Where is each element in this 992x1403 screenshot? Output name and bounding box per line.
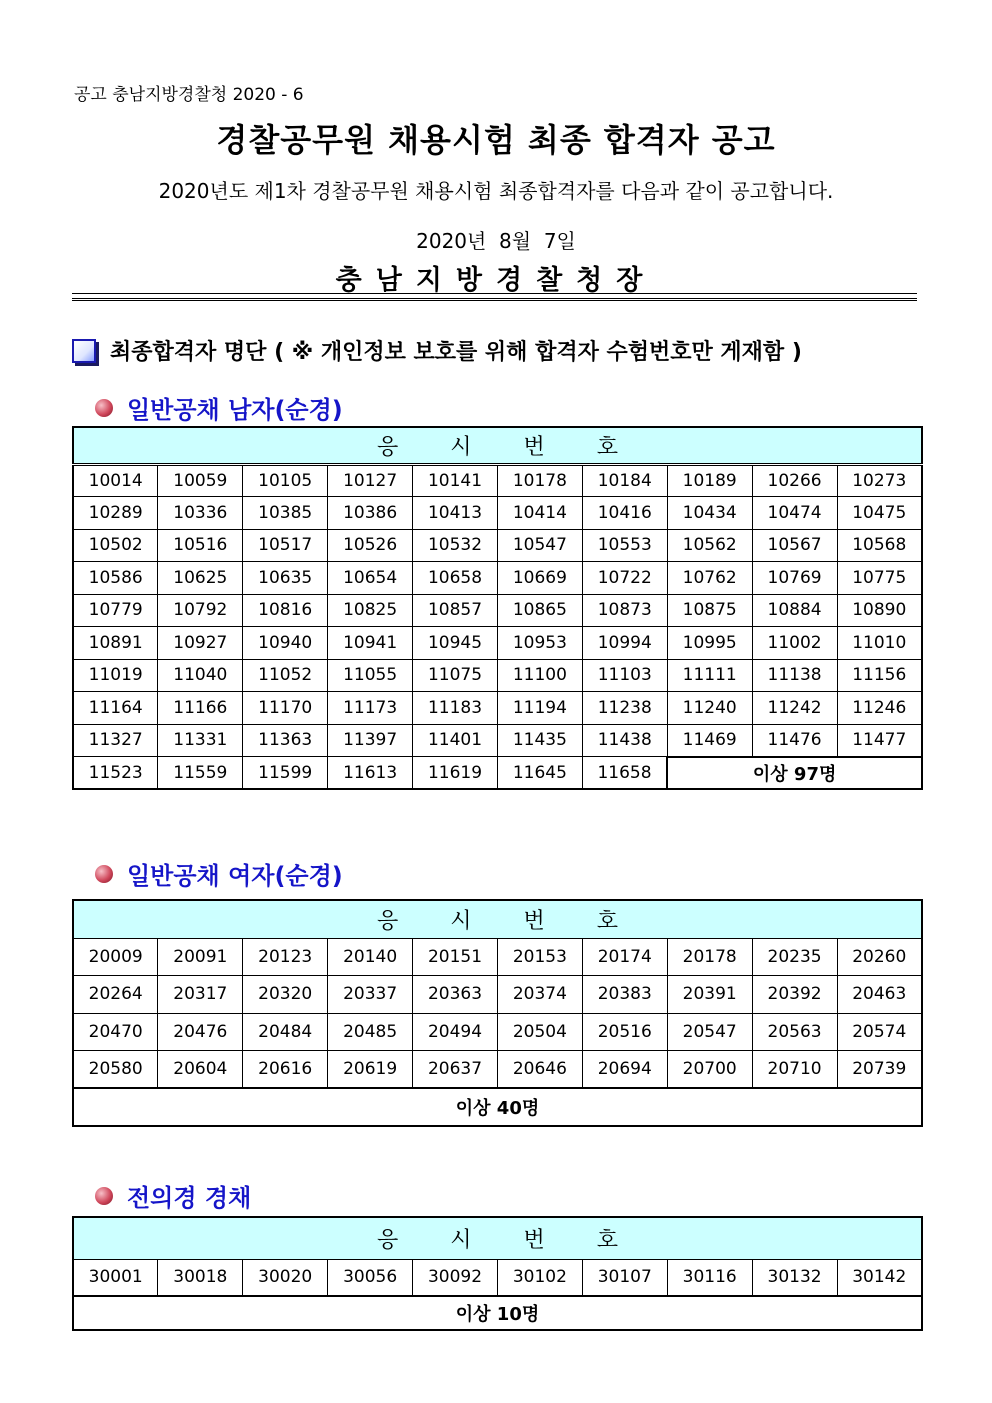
table-row <box>73 497 922 530</box>
exam-number-cell: 11469 <box>667 724 752 757</box>
exam-number-cell: 10434 <box>667 497 752 530</box>
exam-number-cell: 20317 <box>158 976 243 1014</box>
table-row <box>73 594 922 627</box>
table-row <box>73 976 922 1014</box>
exam-number-cell: 11164 <box>73 692 158 725</box>
exam-number-cell: 11055 <box>328 659 413 692</box>
exam-number-cell: 10127 <box>328 464 413 497</box>
exam-number-cell: 11363 <box>243 724 328 757</box>
exam-number-cell: 10178 <box>497 464 582 497</box>
exam-number-cell: 11438 <box>582 724 667 757</box>
exam-number-cell: 20574 <box>837 1013 922 1051</box>
table-row <box>73 938 922 976</box>
exam-number-cell: 10941 <box>328 627 413 660</box>
exam-number-cell: 10526 <box>328 529 413 562</box>
exam-number-cell: 30020 <box>243 1259 328 1296</box>
exam-number-cell: 11619 <box>413 757 498 790</box>
exam-number-cell: 11242 <box>752 692 837 725</box>
exam-number-cell: 20174 <box>582 938 667 976</box>
exam-number-cell: 11523 <box>73 757 158 790</box>
exam-number-cell: 10994 <box>582 627 667 660</box>
exam-number-cell: 20392 <box>752 976 837 1014</box>
exam-number-cell: 10475 <box>837 497 922 530</box>
table-row <box>73 1259 922 1296</box>
exam-number-cell: 20178 <box>667 938 752 976</box>
exam-number-cell: 11397 <box>328 724 413 757</box>
list-heading <box>72 335 802 366</box>
exam-number-cell: 10416 <box>582 497 667 530</box>
exam-number-cell: 11052 <box>243 659 328 692</box>
issuer: 충남지방경찰청장 <box>335 265 657 296</box>
exam-number-cell: 10857 <box>413 594 498 627</box>
total-count: 이상 10명 <box>73 1296 922 1330</box>
exam-number-cell: 20494 <box>413 1013 498 1051</box>
exam-number-cell: 20516 <box>582 1013 667 1051</box>
exam-number-cell: 11100 <box>497 659 582 692</box>
exam-number-cell: 11194 <box>497 692 582 725</box>
exam-number-cell: 30102 <box>497 1259 582 1296</box>
exam-number-cell: 10273 <box>837 464 922 497</box>
exam-number-cell: 11170 <box>243 692 328 725</box>
exam-number-cell: 10413 <box>413 497 498 530</box>
exam-number-cell: 10762 <box>667 562 752 595</box>
exam-number-cell: 11238 <box>582 692 667 725</box>
exam-number-cell: 10953 <box>497 627 582 660</box>
exam-number-cell: 10890 <box>837 594 922 627</box>
square-bullet-icon <box>72 339 96 363</box>
exam-number-cell: 10567 <box>752 529 837 562</box>
table-row <box>73 627 922 660</box>
exam-number-cell: 10891 <box>73 627 158 660</box>
exam-number-cell: 10532 <box>413 529 498 562</box>
exam-number-cell: 20009 <box>73 938 158 976</box>
exam-number-cell: 11645 <box>497 757 582 790</box>
exam-number-cell: 20140 <box>328 938 413 976</box>
exam-number-cell: 20646 <box>497 1051 582 1089</box>
exam-number-cell: 20374 <box>497 976 582 1014</box>
table-row <box>73 1013 922 1051</box>
exam-number-cell: 20337 <box>328 976 413 1014</box>
exam-number-cell: 30132 <box>752 1259 837 1296</box>
exam-number-cell: 20091 <box>158 938 243 976</box>
exam-number-cell: 10873 <box>582 594 667 627</box>
exam-number-cell: 11599 <box>243 757 328 790</box>
exam-number-cell: 20320 <box>243 976 328 1014</box>
exam-number-cell: 11138 <box>752 659 837 692</box>
column-header: 응시번호 <box>73 1217 922 1259</box>
table-row <box>73 724 922 757</box>
exam-number-cell: 10769 <box>752 562 837 595</box>
exam-number-cell: 10336 <box>158 497 243 530</box>
exam-number-cell: 11477 <box>837 724 922 757</box>
exam-number-cell: 11476 <box>752 724 837 757</box>
exam-number-cell: 11019 <box>73 659 158 692</box>
exam-number-cell: 11401 <box>413 724 498 757</box>
exam-number-cell: 10945 <box>413 627 498 660</box>
section-title-text: 일반공채 남자(순경) <box>127 396 343 424</box>
exam-number-cell: 30018 <box>158 1259 243 1296</box>
total-count: 이상 97명 <box>667 757 922 790</box>
exam-number-cell: 11435 <box>497 724 582 757</box>
exam-number-cell: 11327 <box>73 724 158 757</box>
exam-number-cell: 20700 <box>667 1051 752 1089</box>
exam-number-cell: 11173 <box>328 692 413 725</box>
exam-number-cell: 10940 <box>243 627 328 660</box>
table-row <box>73 1051 922 1089</box>
exam-number-cell: 10059 <box>158 464 243 497</box>
table-row <box>73 659 922 692</box>
exam-number-cell: 10385 <box>243 497 328 530</box>
exam-number-cell: 20264 <box>73 976 158 1014</box>
exam-number-cell: 20580 <box>73 1051 158 1089</box>
exam-number-cell: 10884 <box>752 594 837 627</box>
exam-number-cell: 20463 <box>837 976 922 1014</box>
exam-number-cell: 20619 <box>328 1051 413 1089</box>
exam-number-cell: 10669 <box>497 562 582 595</box>
exam-number-cell: 20547 <box>667 1013 752 1051</box>
exam-number-cell: 20260 <box>837 938 922 976</box>
notice-number: 공고 충남지방경찰청 2020 - 6 <box>74 85 304 105</box>
exam-number-cell: 10553 <box>582 529 667 562</box>
exam-number-cell: 30092 <box>413 1259 498 1296</box>
section-title-text: 전의경 경채 <box>127 1184 252 1212</box>
section-title-conscript <box>95 1178 251 1213</box>
exam-number-cell: 20637 <box>413 1051 498 1089</box>
exam-number-cell: 10722 <box>582 562 667 595</box>
exam-number-cell: 20153 <box>497 938 582 976</box>
column-header: 응시번호 <box>73 900 922 938</box>
exam-number-cell: 11240 <box>667 692 752 725</box>
table-row <box>73 529 922 562</box>
exam-number-cell: 30107 <box>582 1259 667 1296</box>
exam-number-cell: 11103 <box>582 659 667 692</box>
exam-number-cell: 10189 <box>667 464 752 497</box>
exam-number-cell: 30142 <box>837 1259 922 1296</box>
exam-number-cell: 30116 <box>667 1259 752 1296</box>
exam-number-cell: 10654 <box>328 562 413 595</box>
bullet-dot-icon <box>95 865 113 883</box>
exam-number-cell: 10625 <box>158 562 243 595</box>
intro-text: 2020년도 제1차 경찰공무원 채용시험 최종합격자를 다음과 같이 공고합니다. <box>158 179 834 203</box>
exam-number-cell: 20616 <box>243 1051 328 1089</box>
exam-number-cell: 20383 <box>582 976 667 1014</box>
exam-number-cell: 11331 <box>158 724 243 757</box>
section-title-text: 일반공채 여자(순경) <box>127 862 343 890</box>
section-title-male <box>95 390 343 425</box>
exam-number-cell: 11111 <box>667 659 752 692</box>
exam-number-cell: 10502 <box>73 529 158 562</box>
exam-number-cell: 11010 <box>837 627 922 660</box>
exam-number-cell: 10865 <box>497 594 582 627</box>
exam-number-cell: 10825 <box>328 594 413 627</box>
exam-number-cell: 10386 <box>328 497 413 530</box>
exam-number-cell: 10105 <box>243 464 328 497</box>
divider <box>72 300 917 301</box>
exam-number-cell: 20504 <box>497 1013 582 1051</box>
exam-number-cell: 10562 <box>667 529 752 562</box>
exam-number-cell: 10658 <box>413 562 498 595</box>
exam-number-cell: 11246 <box>837 692 922 725</box>
exam-number-cell: 10927 <box>158 627 243 660</box>
exam-number-cell: 20476 <box>158 1013 243 1051</box>
exam-number-cell: 20710 <box>752 1051 837 1089</box>
exam-number-cell: 30001 <box>73 1259 158 1296</box>
exam-number-cell: 20123 <box>243 938 328 976</box>
exam-number-cell: 10184 <box>582 464 667 497</box>
exam-number-cell: 20604 <box>158 1051 243 1089</box>
exam-number-cell: 10141 <box>413 464 498 497</box>
exam-number-cell: 10775 <box>837 562 922 595</box>
exam-number-cell: 10266 <box>752 464 837 497</box>
exam-number-cell: 11156 <box>837 659 922 692</box>
exam-number-cell: 10516 <box>158 529 243 562</box>
exam-number-cell: 20739 <box>837 1051 922 1089</box>
exam-number-cell: 10792 <box>158 594 243 627</box>
applicant-table-female <box>72 899 923 1127</box>
exam-number-cell: 11002 <box>752 627 837 660</box>
table-row <box>73 757 922 790</box>
exam-number-cell: 11613 <box>328 757 413 790</box>
page-title: 경찰공무원 채용시험 최종 합격자 공고 <box>216 121 776 159</box>
exam-number-cell: 10474 <box>752 497 837 530</box>
bullet-dot-icon <box>95 399 113 417</box>
exam-number-cell: 10517 <box>243 529 328 562</box>
exam-number-cell: 20485 <box>328 1013 413 1051</box>
exam-number-cell: 10014 <box>73 464 158 497</box>
exam-number-cell: 10816 <box>243 594 328 627</box>
exam-number-cell: 20363 <box>413 976 498 1014</box>
section-title-female <box>95 856 343 891</box>
exam-number-cell: 10414 <box>497 497 582 530</box>
exam-number-cell: 20563 <box>752 1013 837 1051</box>
total-count: 이상 40명 <box>73 1088 922 1126</box>
table-row <box>73 562 922 595</box>
exam-number-cell: 11075 <box>413 659 498 692</box>
table-row <box>73 464 922 497</box>
exam-number-cell: 20470 <box>73 1013 158 1051</box>
exam-number-cell: 11183 <box>413 692 498 725</box>
exam-number-cell: 10875 <box>667 594 752 627</box>
exam-number-cell: 11559 <box>158 757 243 790</box>
exam-number-cell: 11040 <box>158 659 243 692</box>
exam-number-cell: 10779 <box>73 594 158 627</box>
exam-number-cell: 20151 <box>413 938 498 976</box>
applicant-table-conscript <box>72 1216 923 1331</box>
list-heading-text: 최종합격자 명단 ( ※ 개인정보 보호를 위해 합격자 수험번호만 게재함 ) <box>110 340 802 365</box>
exam-number-cell: 10547 <box>497 529 582 562</box>
exam-number-cell: 30056 <box>328 1259 413 1296</box>
divider <box>72 293 917 299</box>
exam-number-cell: 11658 <box>582 757 667 790</box>
exam-number-cell: 11166 <box>158 692 243 725</box>
exam-number-cell: 10289 <box>73 497 158 530</box>
column-header: 응시번호 <box>73 427 922 464</box>
exam-number-cell: 10586 <box>73 562 158 595</box>
exam-number-cell: 20484 <box>243 1013 328 1051</box>
exam-number-cell: 20235 <box>752 938 837 976</box>
applicant-table-male <box>72 426 923 790</box>
notice-date: 2020년 8월 7일 <box>416 229 576 253</box>
table-row <box>73 692 922 725</box>
exam-number-cell: 20694 <box>582 1051 667 1089</box>
exam-number-cell: 10995 <box>667 627 752 660</box>
bullet-dot-icon <box>95 1187 113 1205</box>
exam-number-cell: 20391 <box>667 976 752 1014</box>
exam-number-cell: 10635 <box>243 562 328 595</box>
exam-number-cell: 10568 <box>837 529 922 562</box>
